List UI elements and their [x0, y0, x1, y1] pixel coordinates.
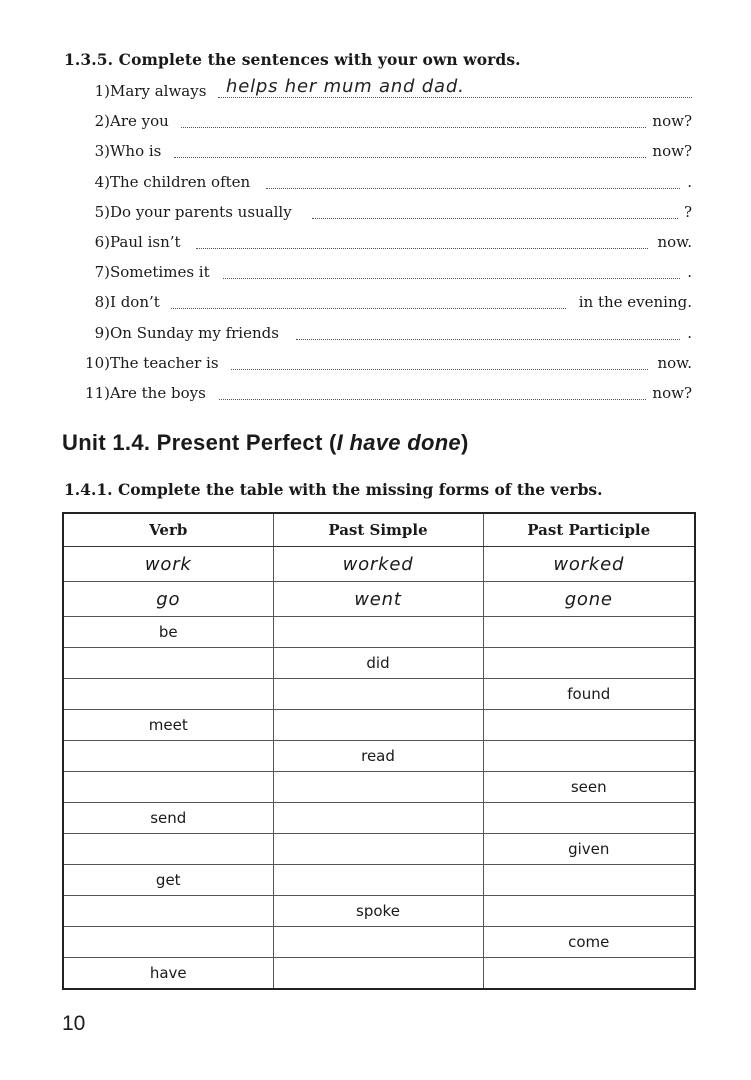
past-simple-cell[interactable] [273, 803, 483, 834]
past-simple-cell[interactable] [273, 617, 483, 648]
sentence-ending: in the evening. [578, 293, 692, 311]
past-participle-cell: found [483, 679, 695, 710]
past-participle-cell[interactable] [483, 865, 695, 896]
header-past-participle: Past Participle [483, 513, 695, 547]
sentence-number: 11) [85, 384, 110, 402]
past-participle-cell[interactable] [483, 803, 695, 834]
sentence-number: 9) [94, 324, 110, 342]
sentence-prompt: Who is [110, 142, 162, 160]
sentence-ending: . [687, 173, 692, 191]
past-participle-cell: seen [483, 772, 695, 803]
verb-cell: be [63, 617, 273, 648]
answer-blank[interactable] [174, 157, 646, 158]
past-participle-cell: given [483, 834, 695, 865]
past-participle-cell[interactable] [483, 648, 695, 679]
past-simple-cell[interactable] [273, 679, 483, 710]
past-participle-cell: come [483, 927, 695, 958]
answer-blank[interactable] [218, 97, 692, 98]
verb-cell[interactable] [63, 741, 273, 772]
sentence-ending: now. [657, 233, 692, 251]
sentence-prompt: I don’t [110, 293, 160, 311]
table-row [63, 741, 695, 772]
verb-cell[interactable] [63, 834, 273, 865]
sentence-number: 7) [94, 263, 110, 281]
past-participle-cell[interactable] [483, 710, 695, 741]
sentence-ending: now? [652, 384, 692, 402]
header-verb: Verb [63, 513, 273, 547]
verb-cell[interactable] [63, 927, 273, 958]
sentence-ending: . [687, 263, 692, 281]
table-row [63, 772, 695, 803]
verb-forms-table [62, 512, 696, 990]
sentence-number: 10) [85, 354, 110, 372]
page-number: 10 [62, 1012, 86, 1035]
verb-cell: have [63, 958, 273, 990]
past-simple-cell[interactable] [273, 958, 483, 990]
unit-title-close: ) [460, 430, 469, 455]
table-row [63, 617, 695, 648]
sentence-prompt: The teacher is [110, 354, 219, 372]
answer-blank[interactable] [312, 218, 678, 219]
sentence-item [0, 140, 751, 164]
table-row [63, 834, 695, 865]
table-row [63, 547, 695, 582]
sentence-prompt: Do your parents usually [110, 203, 292, 221]
verb-cell[interactable] [63, 679, 273, 710]
sentence-prompt: The children often [110, 173, 251, 191]
answer-blank[interactable] [181, 127, 646, 128]
sentence-ending: now. [657, 354, 692, 372]
sentence-number: 8) [94, 293, 110, 311]
sentence-item [0, 322, 751, 346]
sentence-item [0, 171, 751, 195]
past-simple-cell: worked [273, 547, 483, 582]
past-participle-cell[interactable] [483, 617, 695, 648]
sentence-prompt: On Sunday my friends [110, 324, 279, 342]
past-simple-cell[interactable] [273, 772, 483, 803]
answer-blank[interactable] [223, 278, 680, 279]
past-simple-cell: read [273, 741, 483, 772]
sentence-prompt: Are the boys [110, 384, 206, 402]
verb-cell: send [63, 803, 273, 834]
table-header-row [63, 513, 695, 547]
unit-title-emphasis: I have done [336, 430, 461, 455]
sentence-number: 4) [94, 173, 110, 191]
verb-cell: go [63, 582, 273, 617]
answer-blank[interactable] [231, 369, 648, 370]
past-participle-cell[interactable] [483, 896, 695, 927]
sentence-item [0, 231, 751, 255]
answer-blank[interactable] [266, 188, 680, 189]
table-row [63, 679, 695, 710]
header-past-simple: Past Simple [273, 513, 483, 547]
past-simple-cell[interactable] [273, 834, 483, 865]
answer-blank[interactable] [296, 339, 680, 340]
verb-cell: get [63, 865, 273, 896]
table-row [63, 896, 695, 927]
handwritten-answer: helps her mum and dad. [226, 76, 465, 97]
verb-cell: work [63, 547, 273, 582]
table-row [63, 648, 695, 679]
sentence-ending: . [687, 324, 692, 342]
unit-title-text: Unit 1.4. Present Perfect ( [62, 430, 337, 455]
past-participle-cell: worked [483, 547, 695, 582]
past-participle-cell: gone [483, 582, 695, 617]
table-row [63, 803, 695, 834]
sentence-item [0, 76, 751, 104]
past-simple-cell: did [273, 648, 483, 679]
sentence-prompt: Paul isn’t [110, 233, 181, 251]
table-row [63, 958, 695, 990]
sentence-number: 1) [94, 82, 110, 100]
sentence-number: 2) [94, 112, 110, 130]
table-row [63, 582, 695, 617]
sentence-item [0, 352, 751, 376]
sentence-item [0, 261, 751, 285]
sentence-prompt: Sometimes it [110, 263, 210, 281]
sentence-number: 5) [94, 203, 110, 221]
sentence-item [0, 201, 751, 225]
answer-blank[interactable] [196, 248, 648, 249]
sentence-prompt: Mary always [110, 82, 207, 100]
sentence-ending: ? [683, 203, 692, 221]
verb-cell[interactable] [63, 772, 273, 803]
table-row [63, 865, 695, 896]
past-simple-cell: went [273, 582, 483, 617]
sentence-number: 3) [94, 142, 110, 160]
verb-cell: meet [63, 710, 273, 741]
sentence-item [0, 110, 751, 134]
past-participle-cell[interactable] [483, 741, 695, 772]
past-simple-cell[interactable] [273, 927, 483, 958]
table-row [63, 927, 695, 958]
table-row [63, 710, 695, 741]
sentence-item [0, 291, 751, 315]
sentence-ending: now? [652, 142, 692, 160]
unit-title [62, 430, 469, 456]
verb-cell[interactable] [63, 648, 273, 679]
answer-blank[interactable] [171, 308, 566, 309]
sentence-ending: now? [652, 112, 692, 130]
exercise-2-title: 1.4.1. Complete the table with the missing forms of the verbs. [64, 480, 603, 499]
past-participle-cell[interactable] [483, 958, 695, 990]
sentence-prompt: Are you [110, 112, 169, 130]
sentence-item [0, 382, 751, 406]
exercise-1-title: 1.3.5. Complete the sentences with your own words. [64, 50, 521, 69]
past-simple-cell[interactable] [273, 865, 483, 896]
past-simple-cell[interactable] [273, 710, 483, 741]
sentence-number: 6) [94, 233, 110, 251]
past-simple-cell: spoke [273, 896, 483, 927]
verb-cell[interactable] [63, 896, 273, 927]
answer-blank[interactable] [219, 399, 646, 400]
